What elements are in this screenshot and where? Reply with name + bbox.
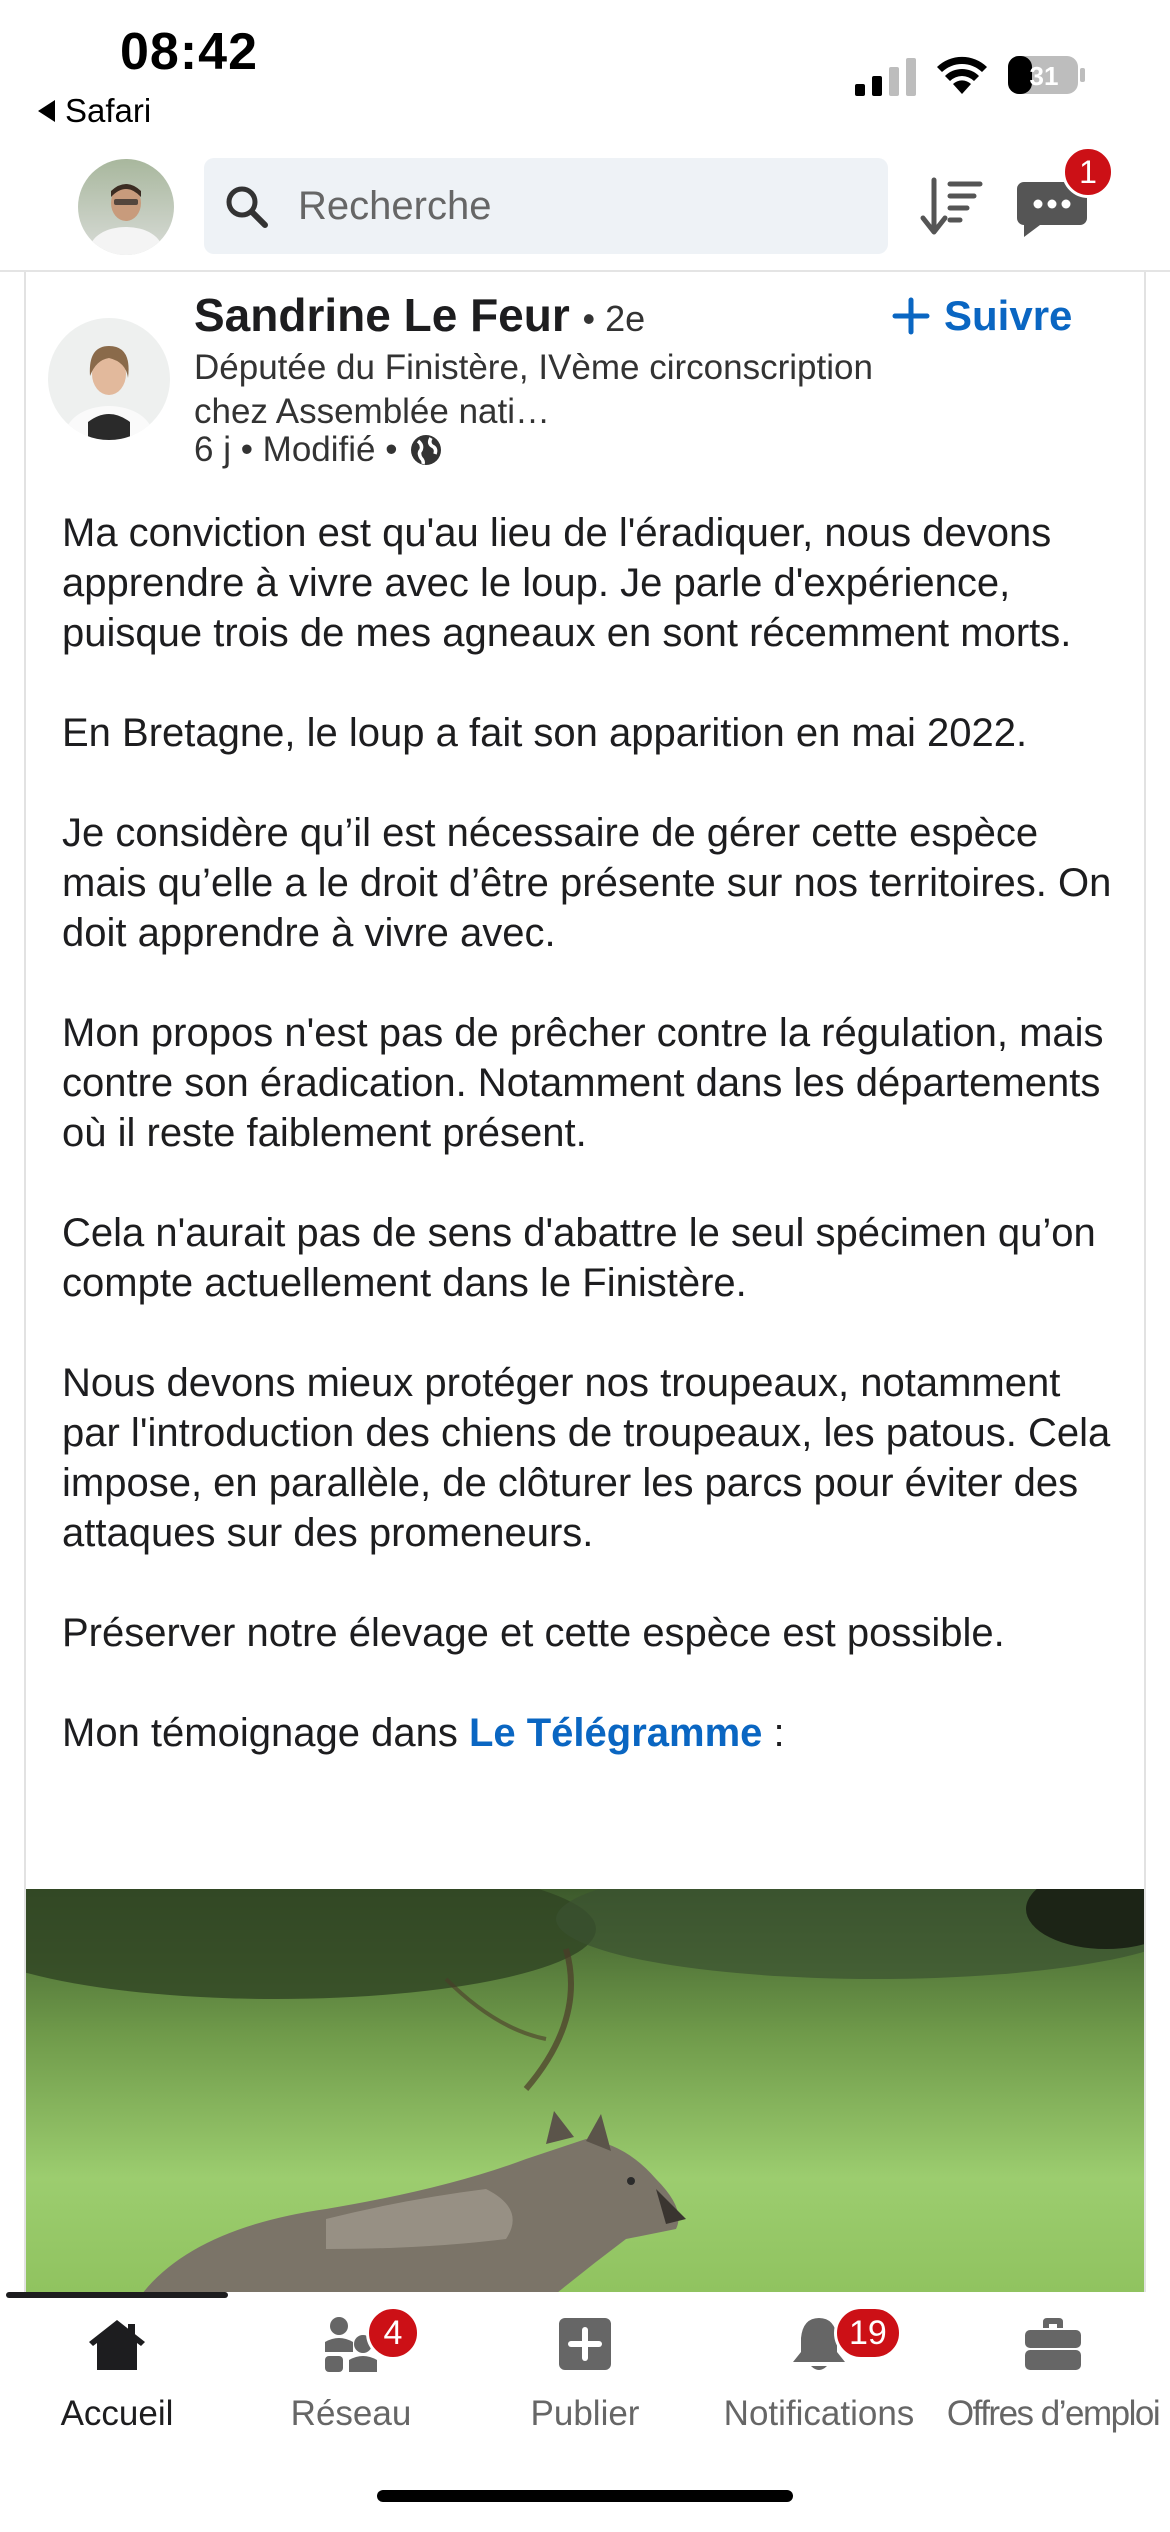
battery-level: 31 bbox=[1029, 61, 1059, 91]
wifi-icon bbox=[935, 54, 989, 96]
author-avatar[interactable] bbox=[48, 318, 170, 440]
tab-offres-emploi[interactable] bbox=[936, 2292, 1170, 2452]
post-paragraph: Nous devons mieux protéger nos troupeaux, notamment par l'introduction des chiens de troupeaux, les patous. Cela impose, en parallèle, de clôturer les parcs pour éviter des attaques sur des promeneurs. bbox=[62, 1361, 1111, 1555]
post-paragraph: En Bretagne, le loup a fait son apparition en mai 2022. bbox=[62, 711, 1028, 755]
avatar-photo bbox=[78, 159, 174, 255]
search-icon bbox=[222, 182, 270, 230]
home-icon bbox=[85, 2312, 149, 2376]
top-navigation bbox=[0, 140, 1170, 272]
link-line-suffix: : bbox=[762, 1711, 785, 1755]
follow-button[interactable] bbox=[892, 292, 1072, 340]
sort-filter-icon[interactable] bbox=[920, 174, 984, 238]
tab-publier[interactable] bbox=[468, 2292, 702, 2452]
author-name[interactable] bbox=[194, 288, 645, 342]
tab-label: Accueil bbox=[60, 2394, 174, 2433]
plus-icon bbox=[892, 297, 930, 335]
cellular-signal-icon bbox=[855, 58, 917, 96]
back-to-safari[interactable] bbox=[38, 92, 151, 130]
tab-label: Notifications bbox=[723, 2394, 915, 2433]
author-photo bbox=[48, 318, 170, 440]
home-indicator[interactable] bbox=[377, 2490, 793, 2502]
post-paragraph: Préserver notre élevage et cette espèce est possible. bbox=[62, 1611, 1005, 1655]
post-paragraph: Ma conviction est qu'au lieu de l'éradiquer, nous devons apprendre à vivre avec le loup. Je parle d'expérience, puisque trois de mes agneaux en sont récemment morts. bbox=[62, 511, 1072, 655]
search-placeholder: Recherche bbox=[298, 183, 492, 228]
briefcase-icon bbox=[1021, 2312, 1085, 2376]
tab-reseau[interactable] bbox=[234, 2292, 468, 2452]
connection-degree: • 2e bbox=[582, 298, 646, 339]
post-icon bbox=[553, 2312, 617, 2376]
post-meta bbox=[194, 430, 443, 470]
tab-accueil[interactable] bbox=[0, 2292, 234, 2452]
follow-label: Suivre bbox=[944, 292, 1073, 339]
battery-icon bbox=[1008, 56, 1086, 94]
post-card bbox=[24, 272, 1146, 2302]
le-telegramme-link[interactable]: Le Télégramme bbox=[468, 1711, 763, 1755]
post-image-wolf[interactable] bbox=[26, 1889, 1146, 2302]
link-line-prefix: Mon témoignage dans bbox=[62, 1711, 469, 1755]
author-name-text: Sandrine Le Feur bbox=[194, 289, 570, 341]
tab-notifications[interactable] bbox=[702, 2292, 936, 2452]
tab-label: Offres d’emploi bbox=[946, 2394, 1160, 2433]
post-meta-text: 6 j • Modifié • bbox=[194, 430, 398, 469]
post-paragraph: Je considère qu’il est nécessaire de gérer cette espèce mais qu’elle a le droit d’être présente sur nos territoires. On doit apprendre à vivre avec. bbox=[62, 811, 1112, 955]
my-profile-avatar[interactable] bbox=[78, 159, 174, 255]
post-paragraph: Cela n'aurait pas de sens d'abattre le seul spécimen qu’on compte actuellement dans le Finistère. bbox=[62, 1211, 1096, 1305]
tab-label: Réseau bbox=[290, 2394, 412, 2433]
network-badge: 4 bbox=[366, 2306, 420, 2360]
globe-icon bbox=[409, 433, 443, 467]
back-arrow-icon bbox=[38, 100, 55, 122]
post-text bbox=[62, 508, 1122, 1808]
post-paragraph-link-line bbox=[62, 1708, 1122, 1758]
status-time: 08:42 bbox=[120, 23, 258, 81]
messages-badge: 1 bbox=[1062, 146, 1114, 198]
search-input[interactable] bbox=[204, 158, 888, 254]
status-bar bbox=[0, 0, 1170, 140]
tab-label: Publier bbox=[530, 2394, 640, 2433]
author-headline: Députée du Finistère, IVème circonscription chez Assemblée nati… bbox=[194, 348, 873, 431]
back-app-label: Safari bbox=[65, 92, 152, 129]
wolf-photo bbox=[26, 1889, 1146, 2302]
post-paragraph: Mon propos n'est pas de prêcher contre la régulation, mais contre son éradication. Notamment dans les départements où il reste faiblement présent. bbox=[62, 1011, 1104, 1155]
notifications-badge: 19 bbox=[834, 2306, 902, 2360]
